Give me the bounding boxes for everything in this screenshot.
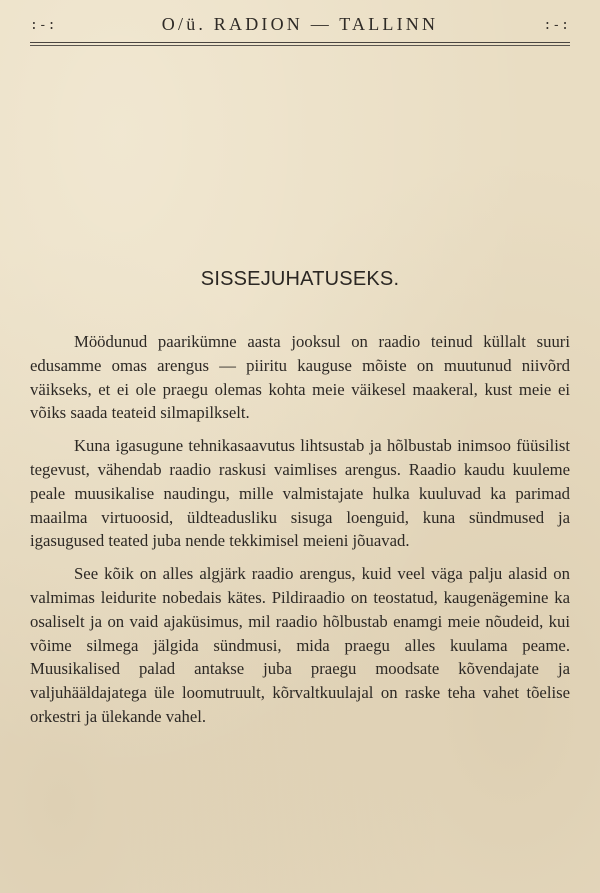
paragraph: Möödunud paarikümne aasta jooksul on raadio teinud küllalt suuri edusamme omas arengus — piiritu kauguse mõiste on muutunud niivõrd väikseks, et ei ole praegu olemas kohta meie väikesel maakeral, kust meie ei võiks saada teateid silmapilkselt. xyxy=(30,332,570,423)
section-title: SISSEJUHATUSEKS. xyxy=(200,268,400,290)
page-header xyxy=(30,12,570,42)
header-ornament-right: :-: xyxy=(543,18,570,33)
header-ornament-left: :-: xyxy=(30,18,57,33)
body-text xyxy=(30,330,570,729)
header-title: O/ü. RADION — TALLINN xyxy=(161,14,439,34)
header-divider xyxy=(30,42,570,43)
paragraph: Kuna igasugune tehnikasaavutus lihtsustab ja hõlbustab inimsoo füüsilist tegevust, vähendab raadio raskusi vaimlises arengus. Raadio kaudu kuuleme peale muusikalise naudingu, mille valmistajate hulka kuuluvad ka parimad maailma virtuoosid, üldteadusliku sisuga loenguid, kuna sündmused ja igasugused teated juba nende tekkimisel meieni jõuavad. xyxy=(30,436,570,551)
header-divider-secondary xyxy=(30,45,570,46)
paragraph: See kõik on alles algjärk raadio arengus, kuid veel väga palju alasid on valmimas leidurite nobedais kätes. Pildiraadio on teostatud, kaugenägemine ka osaliselt ja on vaid ajaküsimus, mil raadio hõlbustab enamgi meie nõudeid, kui võime silmega jälgida sündmusi, mida praegu alles kuulama peame. Muusikalised palad antakse juba praegu moodsate kõvendajate ja valjuhääldajatega üle loomutruult, kõrvaltkuulajal on raske teha vahet tõelise orkestri ja ülekande vahel. xyxy=(30,564,570,726)
